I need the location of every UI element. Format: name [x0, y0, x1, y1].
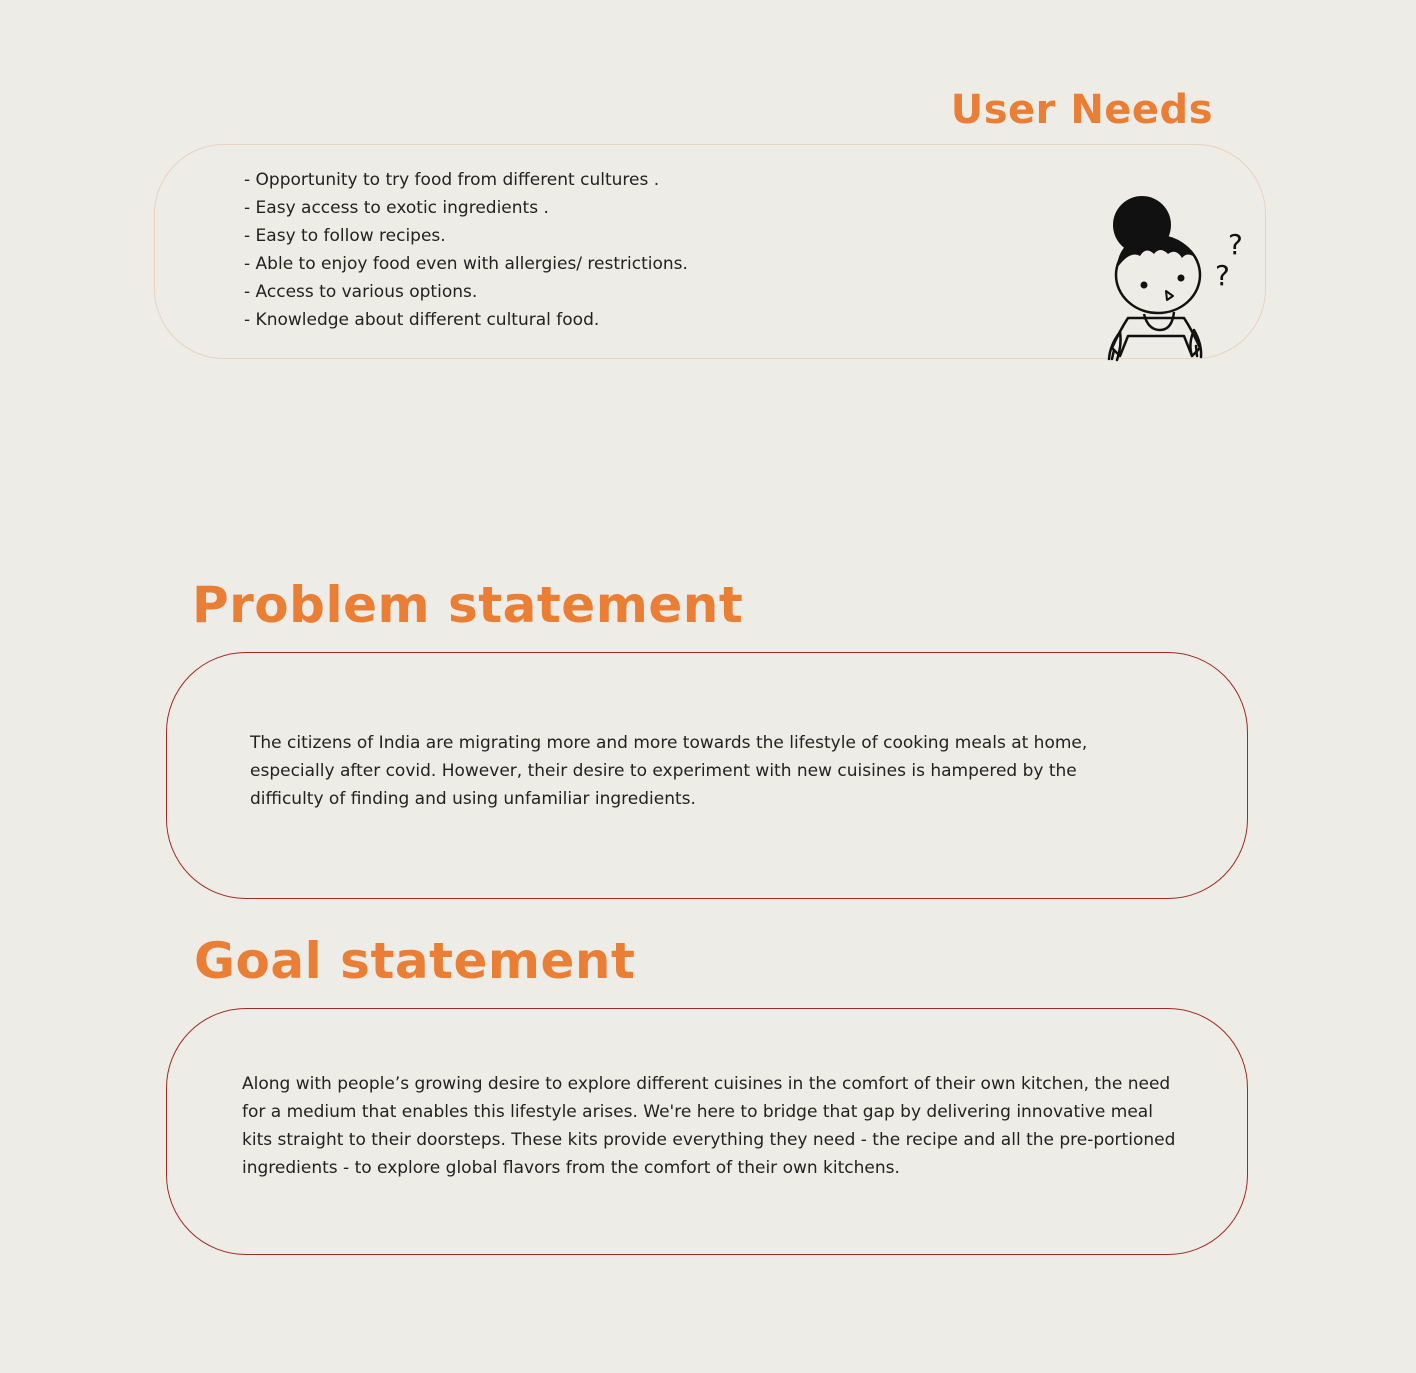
- svg-text:?: ?: [1228, 228, 1243, 261]
- goal-statement-card: [166, 1008, 1248, 1255]
- list-item: - Knowledge about different cultural food.: [244, 306, 688, 334]
- user-needs-heading: User Needs: [950, 87, 1213, 133]
- problem-statement-card: [166, 652, 1248, 899]
- list-item: - Opportunity to try food from different cultures .: [244, 166, 688, 194]
- svg-text:?: ?: [1215, 259, 1230, 292]
- list-item: - Able to enjoy food even with allergies/ restrictions.: [244, 250, 688, 278]
- user-needs-list: [244, 166, 688, 334]
- goal-statement-heading: Goal statement: [194, 932, 636, 990]
- problem-statement-text: The citizens of India are migrating more and more towards the lifestyle of cooking meals at home, especially after covid. However, their desire to experiment with new cuisines is hampered by the difficulty of finding and using unfamiliar ingredients.: [250, 733, 1088, 809]
- list-item: - Access to various options.: [244, 278, 688, 306]
- confused-girl-icon: [1100, 190, 1260, 365]
- goal-statement-text: Along with people’s growing desire to explore different cuisines in the comfort of their own kitchen, the need for a medium that enables this lifestyle arises. We're here to bridge that gap by delivering innovative meal kits straight to their doorsteps. These kits provide everything they need - the recipe and all the pre-portioned ingredients - to explore global flavors from the comfort of their own kitchens.: [242, 1074, 1176, 1178]
- problem-statement-heading: Problem statement: [192, 576, 744, 634]
- list-item: - Easy access to exotic ingredients .: [244, 194, 688, 222]
- list-item: - Easy to follow recipes.: [244, 222, 688, 250]
